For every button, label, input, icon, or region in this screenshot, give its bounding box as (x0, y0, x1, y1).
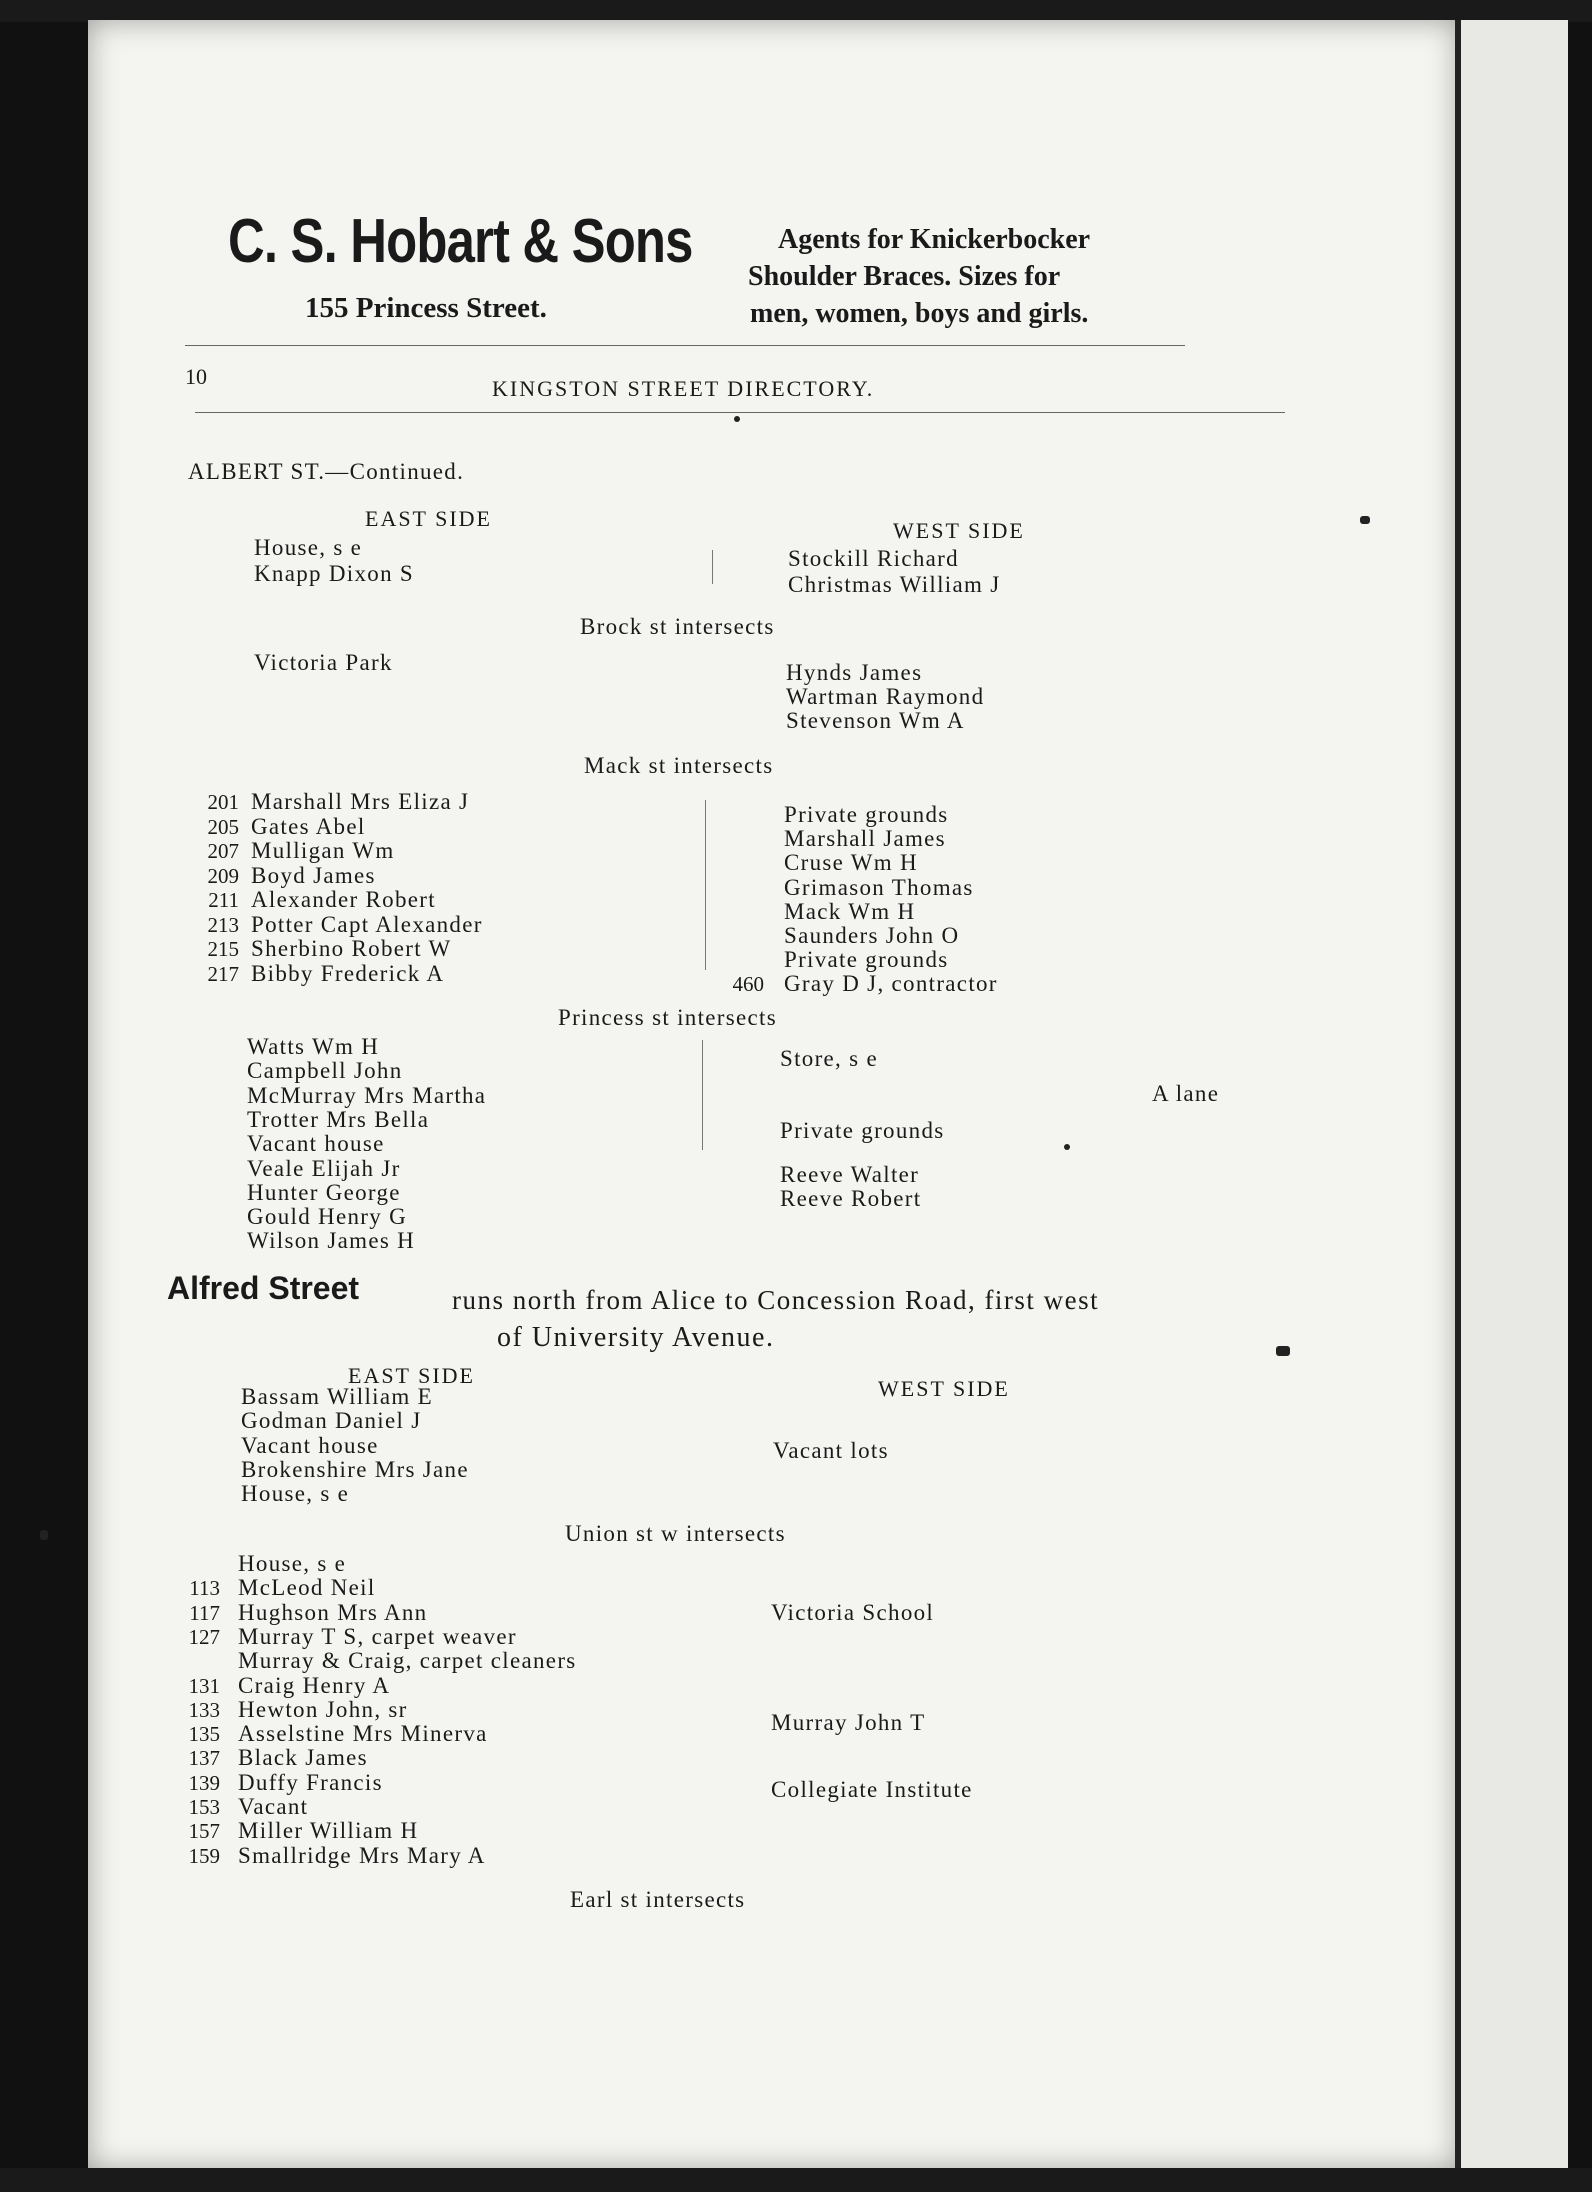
resident-entry: Wilson James H (247, 1228, 416, 1254)
resident-entry: Victoria School (771, 1600, 935, 1625)
ad-line-2: Shoulder Braces. Sizes for (748, 261, 1061, 292)
house-number: 113 (189, 1576, 220, 1601)
house-number: 133 (188, 1697, 220, 1722)
resident-entry: Cruse Wm H (784, 850, 918, 876)
resident-entry: Wartman Raymond (786, 684, 985, 709)
resident-entry: Marshall James (784, 826, 946, 852)
scan-bottom-border (0, 2168, 1592, 2192)
resident-entry: Gould Henry G (247, 1204, 407, 1230)
column-divider (705, 800, 706, 970)
alfred-west-label: WEST SIDE (878, 1376, 1010, 1401)
house-number: 157 (188, 1819, 220, 1844)
alfred-description-1: runs north from Alice to Concession Road, first west (452, 1285, 1100, 1315)
ad-line-3: men, women, boys and girls. (750, 298, 1089, 329)
house-number: 137 (188, 1746, 220, 1771)
facing-page-edge (1458, 20, 1568, 2170)
resident-entry: Vacant house (247, 1131, 385, 1157)
scan-top-border (0, 0, 1592, 22)
house-number: 117 (189, 1600, 220, 1625)
header-rule (185, 345, 1185, 346)
resident-entry: Duffy Francis (238, 1769, 383, 1795)
resident-entry: Trotter Mrs Bella (247, 1106, 430, 1132)
column-divider (712, 550, 713, 584)
resident-entry: Sherbino Robert W (251, 936, 452, 961)
a-lane: A lane (1152, 1081, 1220, 1106)
resident-entry: Grimason Thomas (784, 874, 974, 900)
resident-entry: Marshall Mrs Eliza J (251, 789, 470, 814)
page-number: 10 (185, 364, 207, 389)
house-number: 135 (188, 1722, 220, 1747)
resident-entry: Godman Daniel J (241, 1408, 422, 1434)
scan-speck (1276, 1346, 1290, 1356)
resident-entry: Hynds James (786, 660, 923, 685)
house-number: 215 (207, 937, 239, 961)
resident-entry: Private grounds (784, 947, 949, 973)
house-number: 153 (188, 1795, 220, 1819)
resident-entry: Stockill Richard (788, 546, 959, 571)
house-number: 211 (208, 888, 239, 912)
resident-entry: Campbell John (247, 1058, 403, 1084)
resident-entry: Vacant (238, 1794, 309, 1819)
resident-entry: Stevenson Wm A (786, 708, 965, 733)
resident-entry: Veale Elijah Jr (247, 1155, 401, 1181)
ad-line-1: Agents for Knickerbocker (778, 224, 1091, 255)
scan-speck (40, 1530, 48, 1540)
resident-entry: Private grounds (784, 802, 949, 827)
resident-entry: Reeve Walter (780, 1162, 920, 1187)
resident-entry: Christmas William J (788, 572, 1001, 597)
earl-intersects: Earl st intersects (570, 1887, 746, 1912)
resident-entry: Smallridge Mrs Mary A (238, 1842, 486, 1868)
mack-intersects: Mack st intersects (584, 753, 774, 778)
resident-entry: Bibby Frederick A (251, 960, 445, 986)
resident-entry: Black James (238, 1745, 368, 1771)
house-number: 131 (188, 1673, 220, 1698)
resident-entry: Hughson Mrs Ann (238, 1599, 428, 1625)
resident-entry: Boyd James (251, 862, 376, 888)
house-number: 213 (207, 912, 239, 937)
albert-east-label: EAST SIDE (365, 506, 492, 531)
princess-intersects: Princess st intersects (558, 1005, 777, 1030)
resident-entry: Vacant house (241, 1432, 379, 1458)
resident-entry: House, s e (238, 1551, 347, 1576)
albert-title: ALBERT ST.—Continued. (188, 459, 465, 484)
house-number: 217 (207, 961, 239, 986)
resident-entry: McMurray Mrs Martha (247, 1082, 487, 1108)
house-number: 205 (207, 814, 239, 839)
resident-entry: Murray John T (771, 1710, 926, 1735)
resident-entry: Mulligan Wm (251, 838, 395, 863)
house-number: 207 (207, 839, 239, 863)
resident-entry: Reeve Robert (780, 1186, 922, 1211)
running-head-rule (195, 412, 1285, 413)
resident-entry: Miller William H (238, 1818, 419, 1844)
resident-entry: House, s e (254, 535, 363, 560)
resident-entry: House, s e (241, 1481, 350, 1507)
resident-entry: Victoria Park (254, 650, 393, 675)
resident-entry: Alexander Robert (251, 887, 436, 912)
scan-speck (734, 416, 740, 422)
albert-west-label: WEST SIDE (893, 518, 1025, 543)
resident-entry: Brokenshire Mrs Jane (241, 1456, 469, 1482)
house-number: 460 (732, 972, 764, 997)
resident-entry: Private grounds (780, 1118, 945, 1143)
resident-entry: Asselstine Mrs Minerva (238, 1721, 488, 1747)
resident-entry: Mack Wm H (784, 898, 916, 924)
alfred-description-2: of University Avenue. (497, 1322, 775, 1353)
alfred-east-label: EAST SIDE (348, 1363, 475, 1388)
business-address: 155 Princess Street. (305, 292, 547, 324)
resident-entry: Hunter George (247, 1179, 401, 1205)
resident-entry: Hewton John, sr (238, 1696, 408, 1722)
resident-entry: Watts Wm H (247, 1034, 380, 1059)
resident-entry: Store, s e (780, 1046, 878, 1071)
running-head: KINGSTON STREET DIRECTORY. (492, 376, 875, 401)
binding-line (1455, 20, 1461, 2170)
resident-entry: Knapp Dixon S (254, 561, 415, 586)
resident-entry: Bassam William E (241, 1384, 433, 1409)
house-number: 201 (207, 790, 239, 814)
resident-entry: Murray T S, carpet weaver (238, 1623, 517, 1649)
brock-intersects: Brock st intersects (580, 614, 775, 639)
resident-entry: McLeod Neil (238, 1575, 376, 1601)
resident-entry: Gray D J, contractor (784, 971, 998, 997)
alfred-title: Alfred Street (167, 1270, 360, 1306)
house-number: 139 (188, 1770, 220, 1795)
business-name: C. S. Hobart & Sons (228, 207, 693, 276)
resident-entry: Murray & Craig, carpet cleaners (238, 1648, 577, 1674)
house-number: 159 (188, 1843, 220, 1868)
resident-entry: Saunders John O (784, 923, 960, 948)
scan-speck (1360, 516, 1370, 524)
resident-entry: Gates Abel (251, 813, 366, 839)
scan-speck (1064, 1144, 1070, 1150)
resident-entry: Collegiate Institute (771, 1777, 973, 1802)
union-intersects: Union st w intersects (565, 1521, 786, 1546)
column-divider (702, 1040, 703, 1150)
house-number: 209 (207, 863, 239, 888)
house-number: 127 (188, 1624, 220, 1649)
resident-entry: Craig Henry A (238, 1672, 391, 1698)
resident-entry: Vacant lots (773, 1438, 889, 1463)
resident-entry: Potter Capt Alexander (251, 911, 483, 937)
